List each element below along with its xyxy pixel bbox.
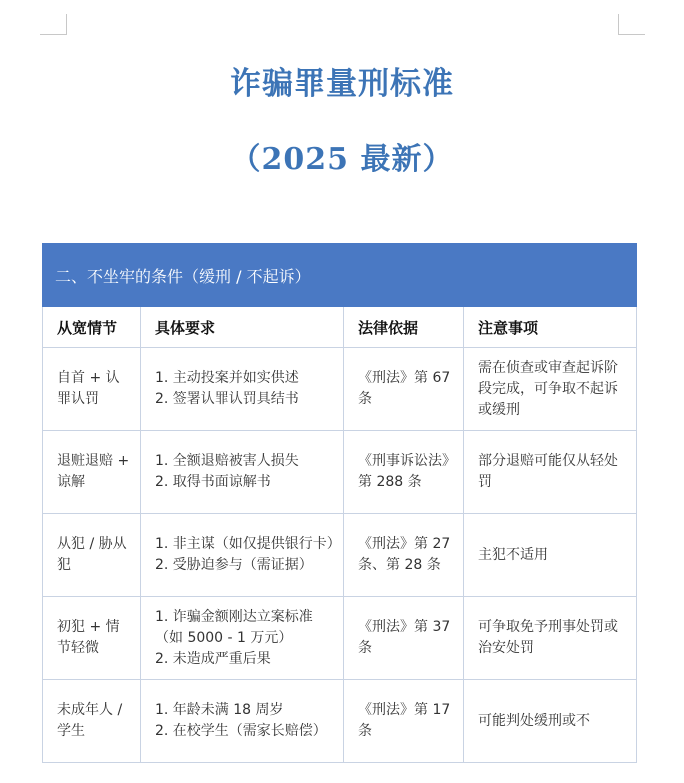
table-row [43,514,637,597]
circumstance-cell: 自首 + 认罪认罚 [43,348,141,431]
requirement-line: 1. 主动投案并如实供述 [155,370,299,386]
legal-basis-cell: 《刑法》第 67 条 [344,348,464,431]
crop-mark-top-left [40,14,67,35]
notes-cell: 可争取免予刑事处罚或治安处罚 [464,597,637,680]
circumstance-cell: 初犯 + 情节轻微 [43,597,141,680]
legal-basis-cell: 《刑法》第 37 条 [344,597,464,680]
requirements-cell [141,514,344,597]
column-header-requirements: 具体要求 [141,307,344,348]
column-header-circumstance: 从宽情节 [43,307,141,348]
document-title: 诈骗罪量刑标准 [230,66,454,102]
table-row [43,680,637,763]
notes-cell: 主犯不适用 [464,514,637,597]
requirement-line: 2. 签署认罪认罚具结书 [155,391,299,407]
requirement-line: 2. 取得书面谅解书 [155,474,271,490]
legal-basis-cell: 《刑法》第 27 条、第 28 条 [344,514,464,597]
sentencing-table [42,243,636,763]
requirements-cell [141,431,344,514]
notes-cell: 部分退赔可能仅从轻处罚 [464,431,637,514]
column-header-legal-basis: 法律依据 [344,307,464,348]
requirements-cell [141,597,344,680]
legal-basis-cell: 《刑法》第 17 条 [344,680,464,763]
table-row [43,348,637,431]
requirement-line: 1. 诈骗金额刚达立案标准（如 5000 - 1 万元） [155,608,313,646]
requirements-cell [141,680,344,763]
column-header-row [43,307,637,348]
legal-basis-cell: 《刑事诉讼法》第 288 条 [344,431,464,514]
requirement-line: 1. 非主谋（如仅提供银行卡）2. 受胁迫参与（需证据） [155,536,334,573]
requirement-line: 2. 在校学生（需家长赔偿） [155,723,327,739]
crop-mark-top-right [618,14,645,35]
circumstance-cell: 退赃退赔 + 谅解 [43,431,141,514]
table-row [43,431,637,514]
requirement-line: 1. 年龄未满 18 周岁 [155,702,284,718]
column-header-notes: 注意事项 [464,307,637,348]
circumstance-cell: 从犯 / 胁从犯 [43,514,141,597]
requirement-line: 1. 全额退赔被害人损失 [155,453,299,469]
requirement-line: 2. 未造成严重后果 [155,650,271,667]
document-subtitle: （2025 最新） [230,142,454,177]
section-title: 二、不坐牢的条件（缓刑 / 不起诉） [43,244,637,307]
circumstance-cell: 未成年人 / 学生 [43,680,141,763]
section-header-row [43,244,637,307]
table-row [43,597,637,680]
notes-cell: 需在侦查或审查起诉阶段完成，可争取不起诉或缓刑 [464,348,637,431]
notes-cell: 可能判处缓刑或不 [464,680,637,763]
requirements-cell [141,348,344,431]
